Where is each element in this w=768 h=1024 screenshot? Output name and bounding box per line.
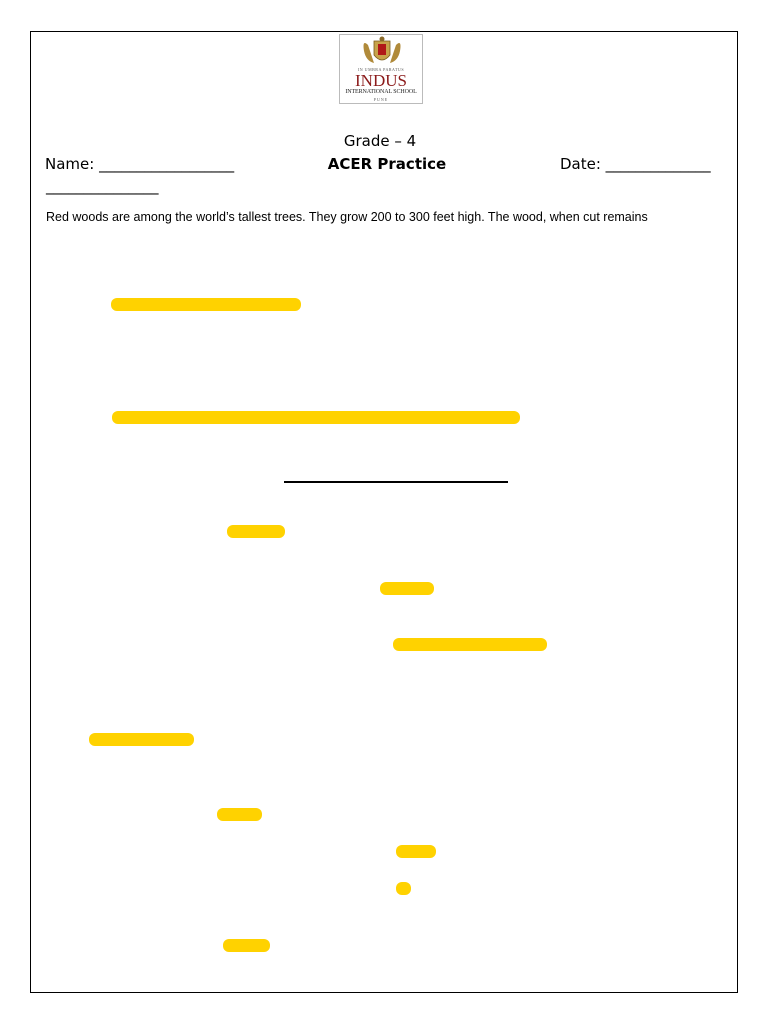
logo-city: PUNE	[373, 97, 389, 102]
passage-text: Red woods are among the world’s tallest trees. They grow 200 to 300 feet high. The wood, when cut remains	[46, 210, 648, 224]
logo-motto: IN UMBRA PARATUS	[357, 67, 405, 72]
redacted-highlight	[223, 939, 270, 952]
redacted-highlight	[396, 845, 436, 858]
crest-icon	[340, 35, 424, 67]
logo-subtitle: INTERNATIONAL SCHOOL	[345, 89, 417, 95]
logo-school-name: INDUS	[355, 71, 407, 90]
page-title: ACER Practice	[327, 155, 447, 173]
redacted-highlight	[112, 411, 520, 424]
grade-label: Grade – 4	[343, 132, 417, 150]
redacted-highlight	[393, 638, 547, 651]
redacted-highlight	[396, 882, 411, 895]
redacted-highlight	[380, 582, 434, 595]
redacted-highlight	[111, 298, 301, 311]
section-divider	[284, 481, 508, 483]
page-border	[30, 31, 738, 993]
school-logo	[339, 34, 423, 104]
redacted-highlight	[227, 525, 285, 538]
name-field: Name: __________________	[45, 155, 235, 173]
redacted-highlight	[89, 733, 194, 746]
date-field: Date: ______________	[560, 155, 711, 173]
date-field-continuation: _______________	[46, 177, 159, 195]
redacted-highlight	[217, 808, 262, 821]
